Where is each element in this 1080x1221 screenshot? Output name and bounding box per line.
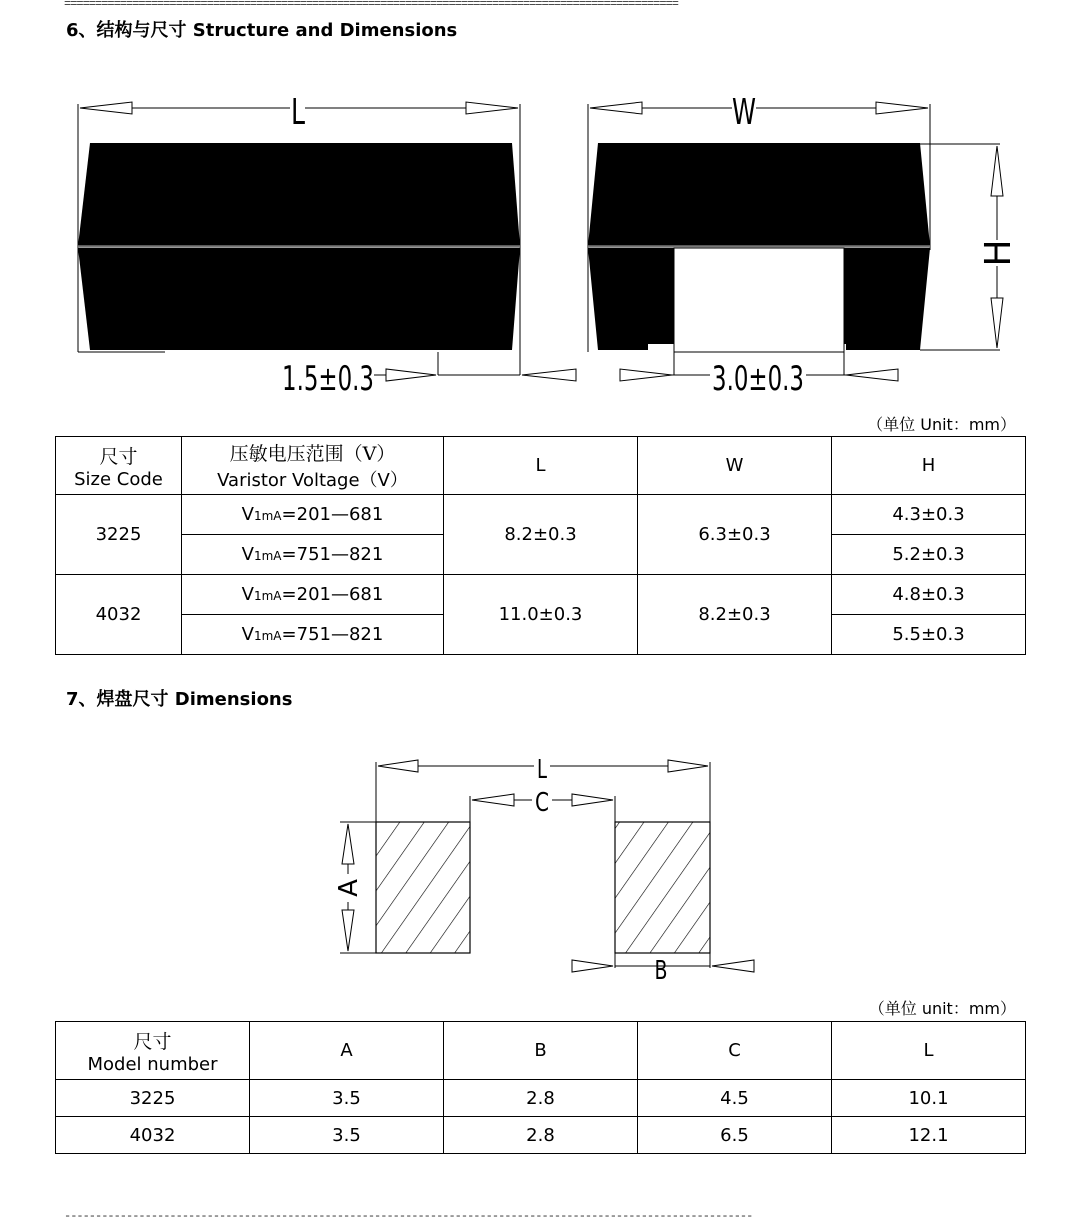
C-cell: 4.5 [638, 1080, 832, 1117]
label-H: H [978, 239, 1019, 267]
unit-note-6: （单位 Unit：mm） [867, 415, 1016, 434]
L-header: L [444, 437, 638, 495]
model-cell: 4032 [56, 1117, 250, 1154]
table-row [56, 1117, 1026, 1154]
voltage-cell: V1mA=201—681 [182, 495, 444, 535]
pad-table [55, 1021, 1026, 1154]
H-header: H [832, 437, 1026, 495]
W-cell: 6.3±0.3 [638, 495, 832, 575]
W-cell: 8.2±0.3 [638, 575, 832, 655]
bottom-rule: --------------------------------------------------------------------------------------------------------------- [64, 1212, 753, 1220]
H-cell: 5.5±0.3 [832, 615, 1026, 655]
pad-drawing [0, 730, 1080, 1030]
A-cell: 3.5 [250, 1117, 444, 1154]
pad-label-A: A [334, 879, 364, 897]
size-code-header: 尺寸 Size Code [56, 437, 182, 495]
model-header: 尺寸 Model number [56, 1022, 250, 1080]
B-header: B [444, 1022, 638, 1080]
label-W: W [732, 92, 756, 133]
C-header: C [638, 1022, 832, 1080]
H-cell: 4.3±0.3 [832, 495, 1026, 535]
pad-label-C: C [535, 788, 549, 818]
section-6-title: 6、结构与尺寸 Structure and Dimensions [66, 20, 458, 41]
top-rule: =================================================================================================== [64, 0, 678, 8]
pad-left [376, 822, 470, 953]
pad-label-B: B [654, 956, 668, 986]
voltage-header: 压敏电压范围（V） Varistor Voltage（V） [182, 437, 444, 495]
pad-right [615, 822, 710, 953]
L-cell: 10.1 [832, 1080, 1026, 1117]
H-cell: 4.8±0.3 [832, 575, 1026, 615]
size-code-cell: 4032 [56, 575, 182, 655]
L-header: L [832, 1022, 1026, 1080]
L-cell: 12.1 [832, 1117, 1026, 1154]
unit-note-7: （单位 unit：mm） [868, 999, 1016, 1018]
voltage-cell: V1mA=751—821 [182, 535, 444, 575]
dim-gap: 1.5±0.3 [282, 359, 374, 399]
section-7-title: 7、焊盘尺寸 Dimensions [66, 689, 293, 710]
L-cell: 11.0±0.3 [444, 575, 638, 655]
W-header: W [638, 437, 832, 495]
model-cell: 3225 [56, 1080, 250, 1117]
dim-bottom: 3.0±0.3 [712, 359, 804, 399]
A-header: A [250, 1022, 444, 1080]
B-cell: 2.8 [444, 1080, 638, 1117]
structure-table [55, 436, 1026, 655]
table-row [56, 1080, 1026, 1117]
structure-drawing [0, 0, 1080, 420]
pad-label-L: L [537, 755, 548, 785]
A-cell: 3.5 [250, 1080, 444, 1117]
voltage-cell: V1mA=751—821 [182, 615, 444, 655]
H-cell: 5.2±0.3 [832, 535, 1026, 575]
label-L: L [291, 92, 305, 133]
L-cell: 8.2±0.3 [444, 495, 638, 575]
B-cell: 2.8 [444, 1117, 638, 1154]
C-cell: 6.5 [638, 1117, 832, 1154]
size-code-cell: 3225 [56, 495, 182, 575]
voltage-cell: V1mA=201—681 [182, 575, 444, 615]
